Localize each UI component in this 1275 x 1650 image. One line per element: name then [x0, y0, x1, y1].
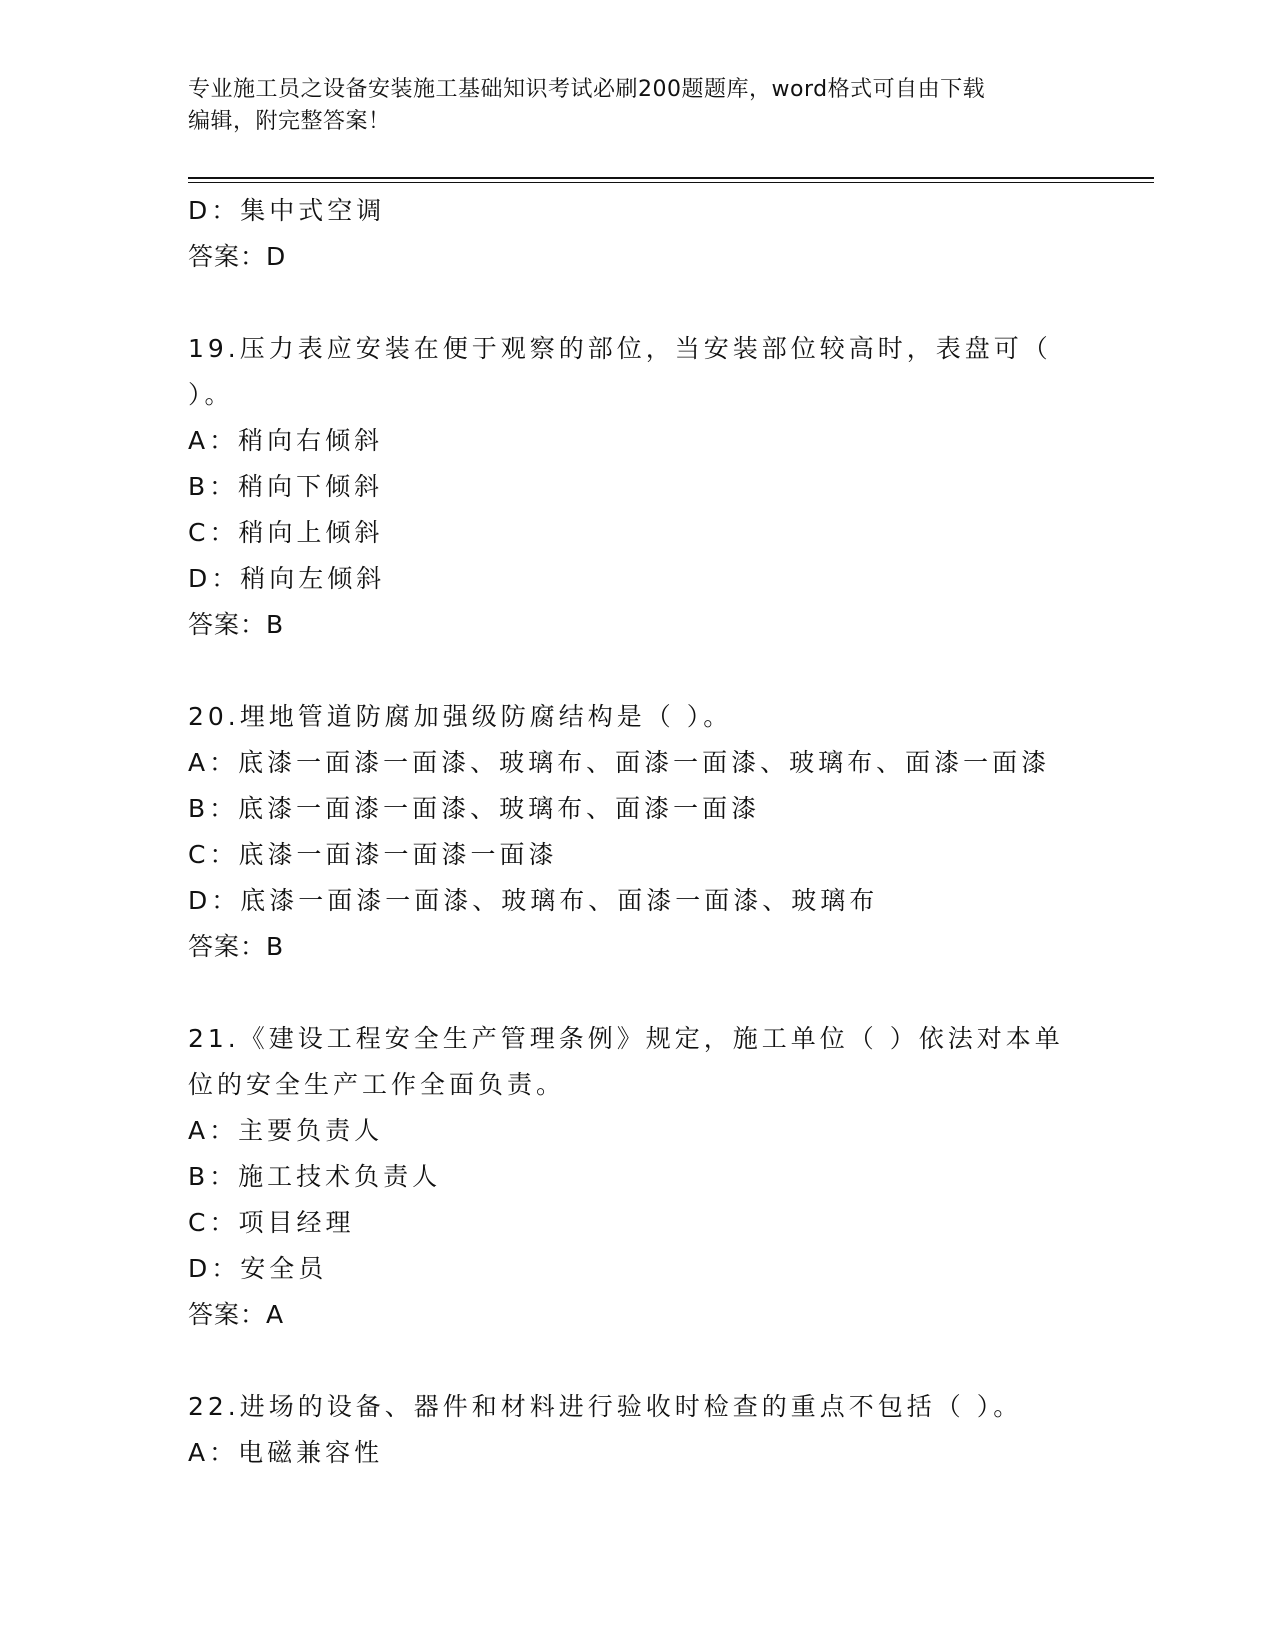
option-c: C：底漆一面漆一面漆一面漆 — [188, 840, 558, 869]
option-d: D：集中式空调 — [188, 196, 386, 225]
option-b: B：底漆一面漆一面漆、玻璃布、面漆一面漆 — [188, 794, 761, 823]
document-header — [188, 74, 1088, 138]
option-c: C：项目经理 — [188, 1208, 355, 1237]
question-stem-line-1: 20.埋地管道防腐加强级防腐结构是（ ）。 — [188, 702, 733, 731]
header-divider-thin — [188, 182, 1154, 183]
answer: 答案：D — [188, 242, 287, 271]
option-a: A：底漆一面漆一面漆、玻璃布、面漆一面漆、玻璃布、面漆一面漆 — [188, 748, 1051, 777]
option-c: C：稍向上倾斜 — [188, 518, 384, 547]
header-line-2: 编辑，附完整答案！ — [188, 109, 391, 134]
option-b: B：施工技术负责人 — [188, 1162, 442, 1191]
answer: 答案：B — [188, 610, 285, 639]
question-21 — [188, 1016, 1088, 1338]
question-18 — [188, 188, 1088, 280]
question-stem-line-2: 位的安全生产工作全面负责。 — [188, 1070, 566, 1099]
option-b: B：稍向下倾斜 — [188, 472, 384, 501]
header-divider-thick — [188, 177, 1154, 179]
option-a: A：稍向右倾斜 — [188, 426, 384, 455]
header-line-1: 专业施工员之设备安装施工基础知识考试必刷200题题库，word格式可自由下载 — [188, 77, 986, 102]
option-d: D：安全员 — [188, 1254, 328, 1283]
answer: 答案：B — [188, 932, 285, 961]
option-d: D：稍向左倾斜 — [188, 564, 386, 593]
answer: 答案：A — [188, 1300, 285, 1329]
question-stem-line-2: ）。 — [188, 380, 234, 409]
question-20 — [188, 694, 1088, 970]
question-stem-line-1: 21.《建设工程安全生产管理条例》规定，施工单位（ ）依法对本单 — [188, 1024, 1064, 1053]
question-stem-line-1: 19.压力表应安装在便于观察的部位，当安装部位较高时，表盘可（ — [188, 334, 1052, 363]
question-22 — [188, 1384, 1088, 1476]
option-a: A：主要负责人 — [188, 1116, 384, 1145]
question-19 — [188, 326, 1088, 648]
option-d: D：底漆一面漆一面漆、玻璃布、面漆一面漆、玻璃布 — [188, 886, 879, 915]
option-a: A：电磁兼容性 — [188, 1438, 384, 1467]
question-stem-line-1: 22.进场的设备、器件和材料进行验收时检查的重点不包括（ ）。 — [188, 1392, 1023, 1421]
question-list — [188, 188, 1088, 1476]
